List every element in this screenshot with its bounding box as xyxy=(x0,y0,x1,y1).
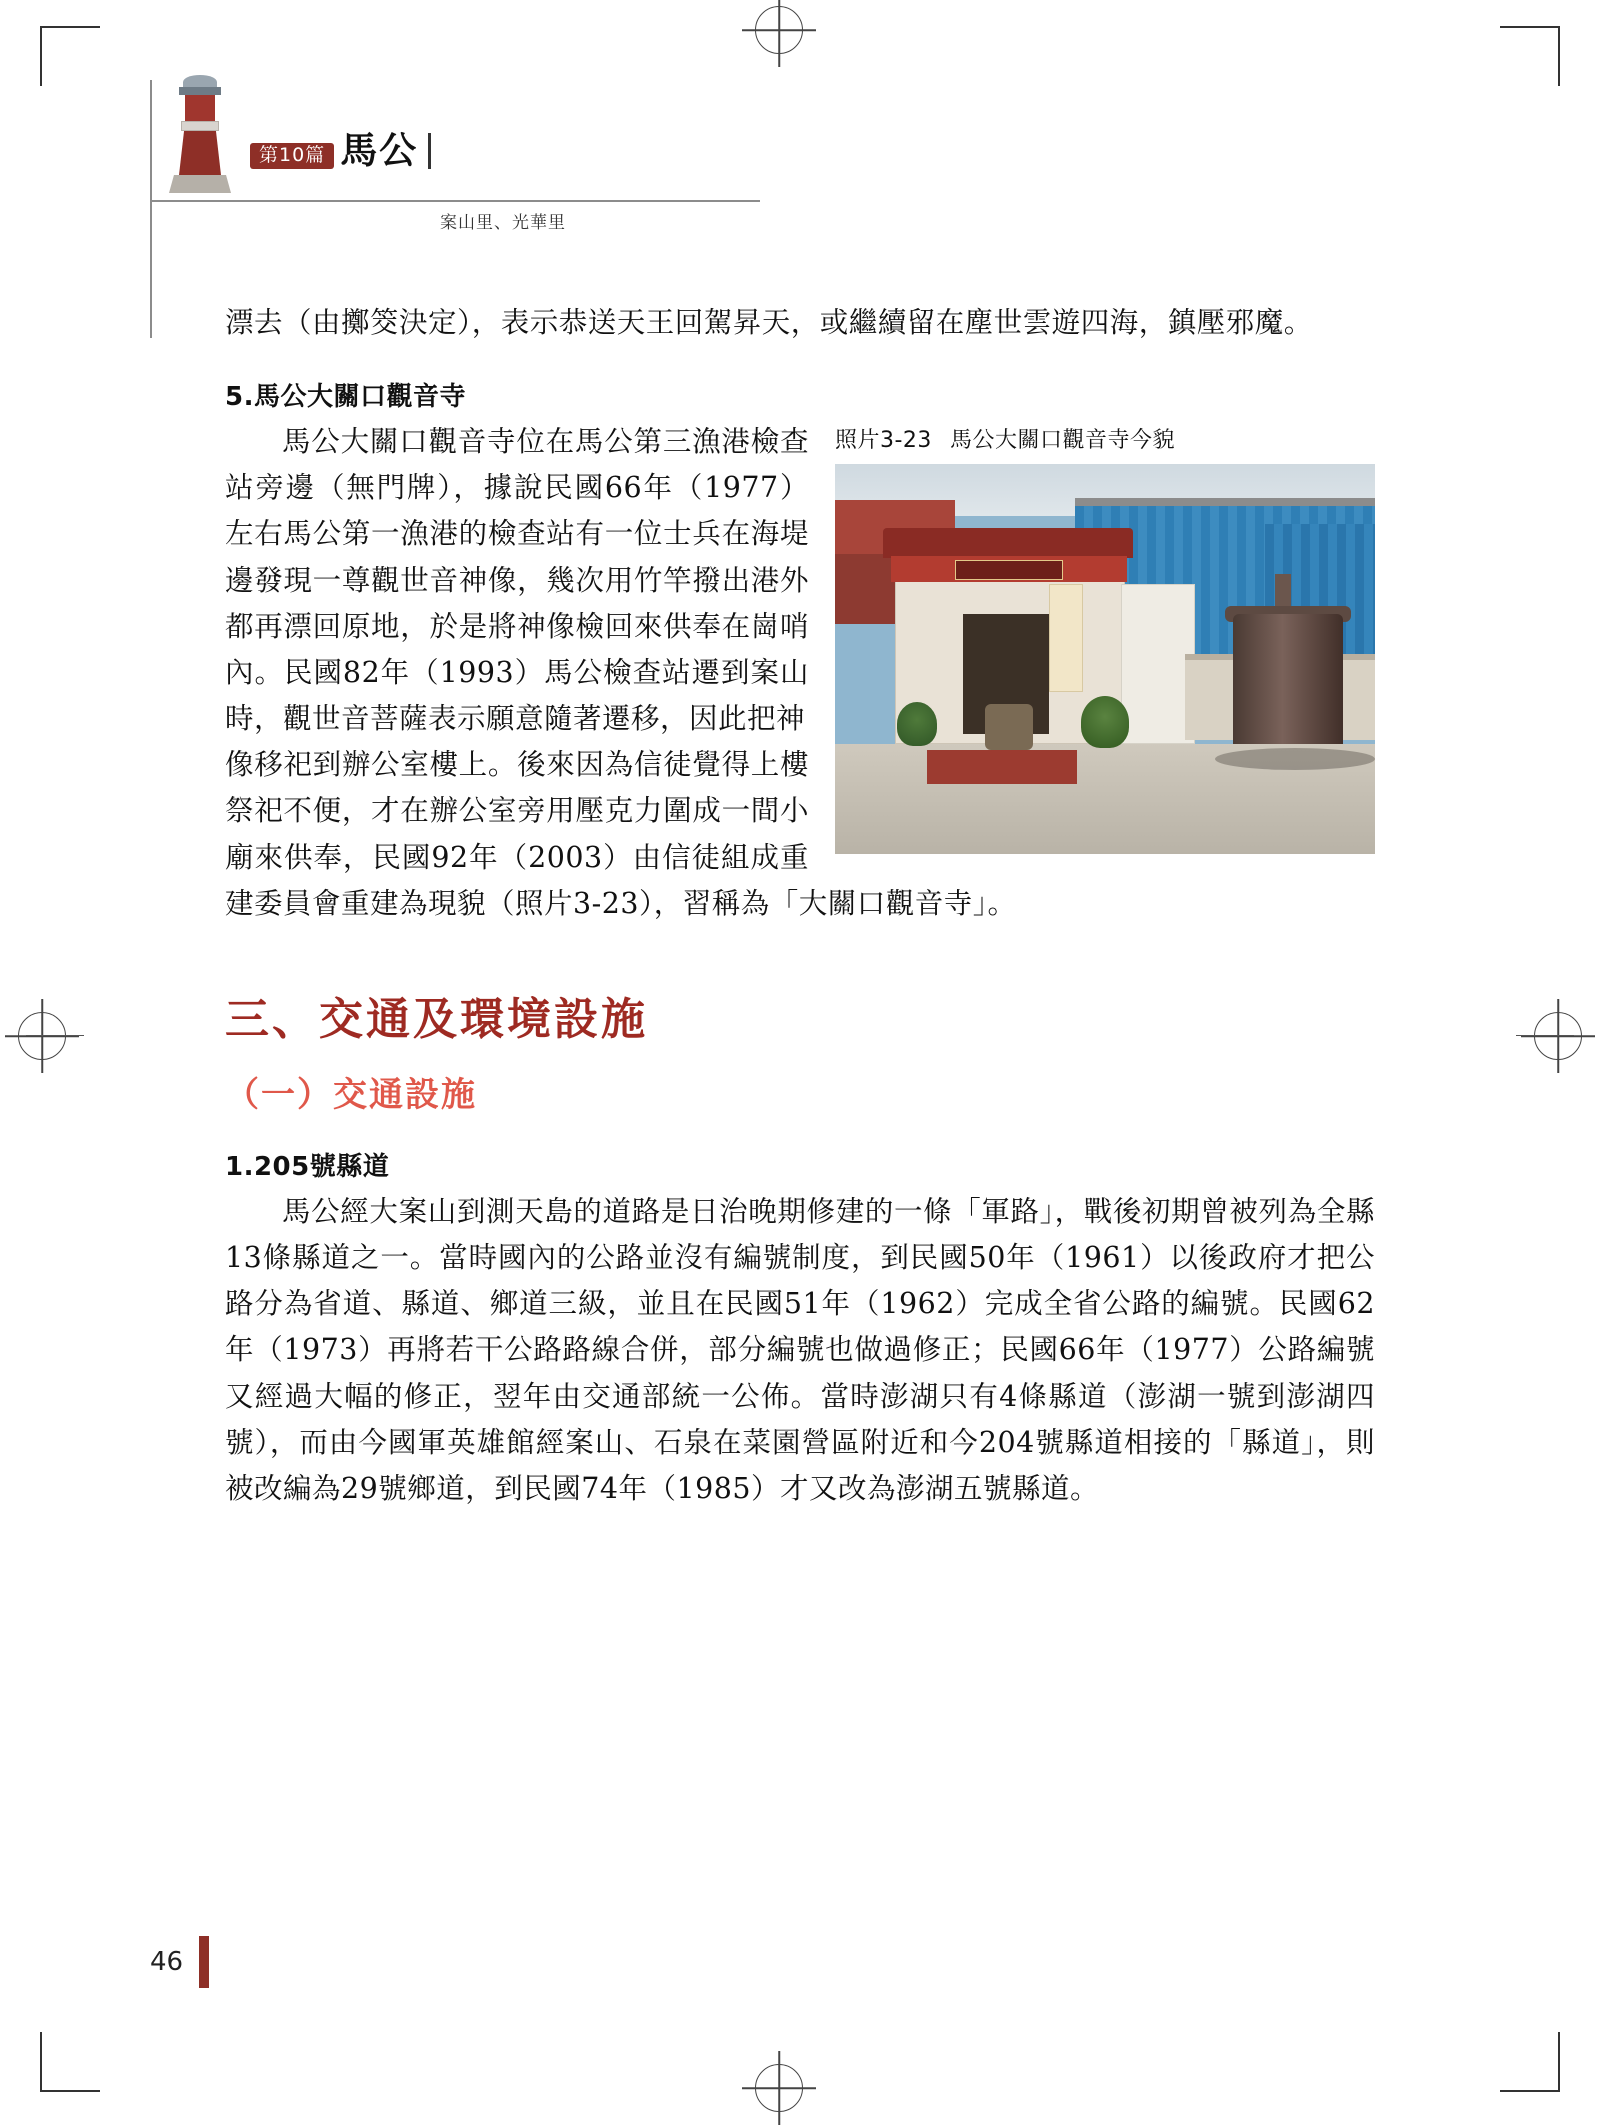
guide-tick-left xyxy=(26,1035,84,1036)
paragraph-temple-continued: 像移祀到辦公室樓上。後來因為信徒覺得上樓祭祀不便，才在辦公室旁用壓克力圍成一間小廟來供奉，民國92年（2003）由信徒組成重建委員會重建為現貌（照片3-23），習稱為「大關口觀音寺」。 xyxy=(225,748,1017,920)
page-footer xyxy=(150,1936,209,1988)
lighthouse-icon xyxy=(165,75,235,200)
photo-image xyxy=(835,464,1375,854)
page-subheader: 案山里、光華里 xyxy=(440,213,566,233)
crop-mark-top-right xyxy=(1500,26,1560,86)
temple-plaque xyxy=(955,560,1063,580)
page-header xyxy=(150,80,760,233)
header-vertical-rule xyxy=(150,80,152,338)
crop-mark-top-left xyxy=(40,26,100,86)
heading-item-5: 5.馬公大關口觀音寺 xyxy=(225,382,466,413)
heading-item-1: 1.205號縣道 xyxy=(225,1151,390,1182)
crop-mark-bottom-right xyxy=(1500,2032,1560,2092)
section-heading: 三、交通及環境設施 xyxy=(225,993,648,1045)
page-number: 46 xyxy=(150,1947,184,1977)
guide-tick-right xyxy=(1516,1035,1574,1036)
registration-mark-bottom xyxy=(755,2064,803,2112)
figure-caption-number: 照片3-23 xyxy=(835,428,932,454)
chapter-title: 馬公 xyxy=(340,128,419,172)
page-content xyxy=(225,300,1375,1512)
header-horizontal-rule xyxy=(150,200,760,202)
chapter-number-badge: 第10篇 xyxy=(250,143,334,169)
figure-caption xyxy=(835,423,1375,454)
chapter-label xyxy=(250,128,431,172)
paragraph-top: 漂去（由擲筊決定），表示恭送天王回駕昇天，或繼續留在塵世雲遊四海，鎮壓邪魔。 xyxy=(225,306,1313,339)
footer-bar xyxy=(199,1936,209,1988)
figure-photo-3-23 xyxy=(835,423,1375,854)
subsection-heading: （一）交通設施 xyxy=(225,1074,477,1115)
paragraph-road: 馬公經大案山到測天島的道路是日治晚期修建的一條「軍路」，戰後初期曾被列為全縣13條縣道之一。當時國內的公路並沒有編號制度，到民國50年（1961）以後政府才把公路分為省道、縣道、鄉道三級，並且在民國51年（1962）完成全省公路的編號。民國62年（1973）再將若干公路路線合併，部分編號也做過修正；民國66年（1977）公路編號又經過大幅的修正，翌年由交通部統一公佈。當時澎湖只有4條縣道（澎湖一號到澎湖四號），而由今國軍英雄館經案山、石泉在菜園營區附近和今204號縣道相接的「縣道」，則被改編為29號鄉道，到民國74年（1985）才又改為澎湖五號縣道。 xyxy=(225,1194,1376,1505)
figure-caption-text: 馬公大關口觀音寺今貌 xyxy=(949,428,1175,454)
paragraph-temple: 馬公大關口觀音寺位在馬公第三漁港檢查站旁邊（無門牌），據說民國66年（1977）左右馬公第一漁港的檢查站有一位士兵在海堤邊發現一尊觀世音神像，幾次用竹竿撥出港外都再漂回原地，於是將神像檢回來供奉在崗哨內。民國82年（1993）馬公檢查站遷到案山時，觀世音菩薩表示願意隨著遷移，因此把神 xyxy=(225,425,809,736)
registration-mark-top xyxy=(755,6,803,54)
chapter-divider xyxy=(428,133,431,169)
crop-mark-bottom-left xyxy=(40,2032,100,2092)
